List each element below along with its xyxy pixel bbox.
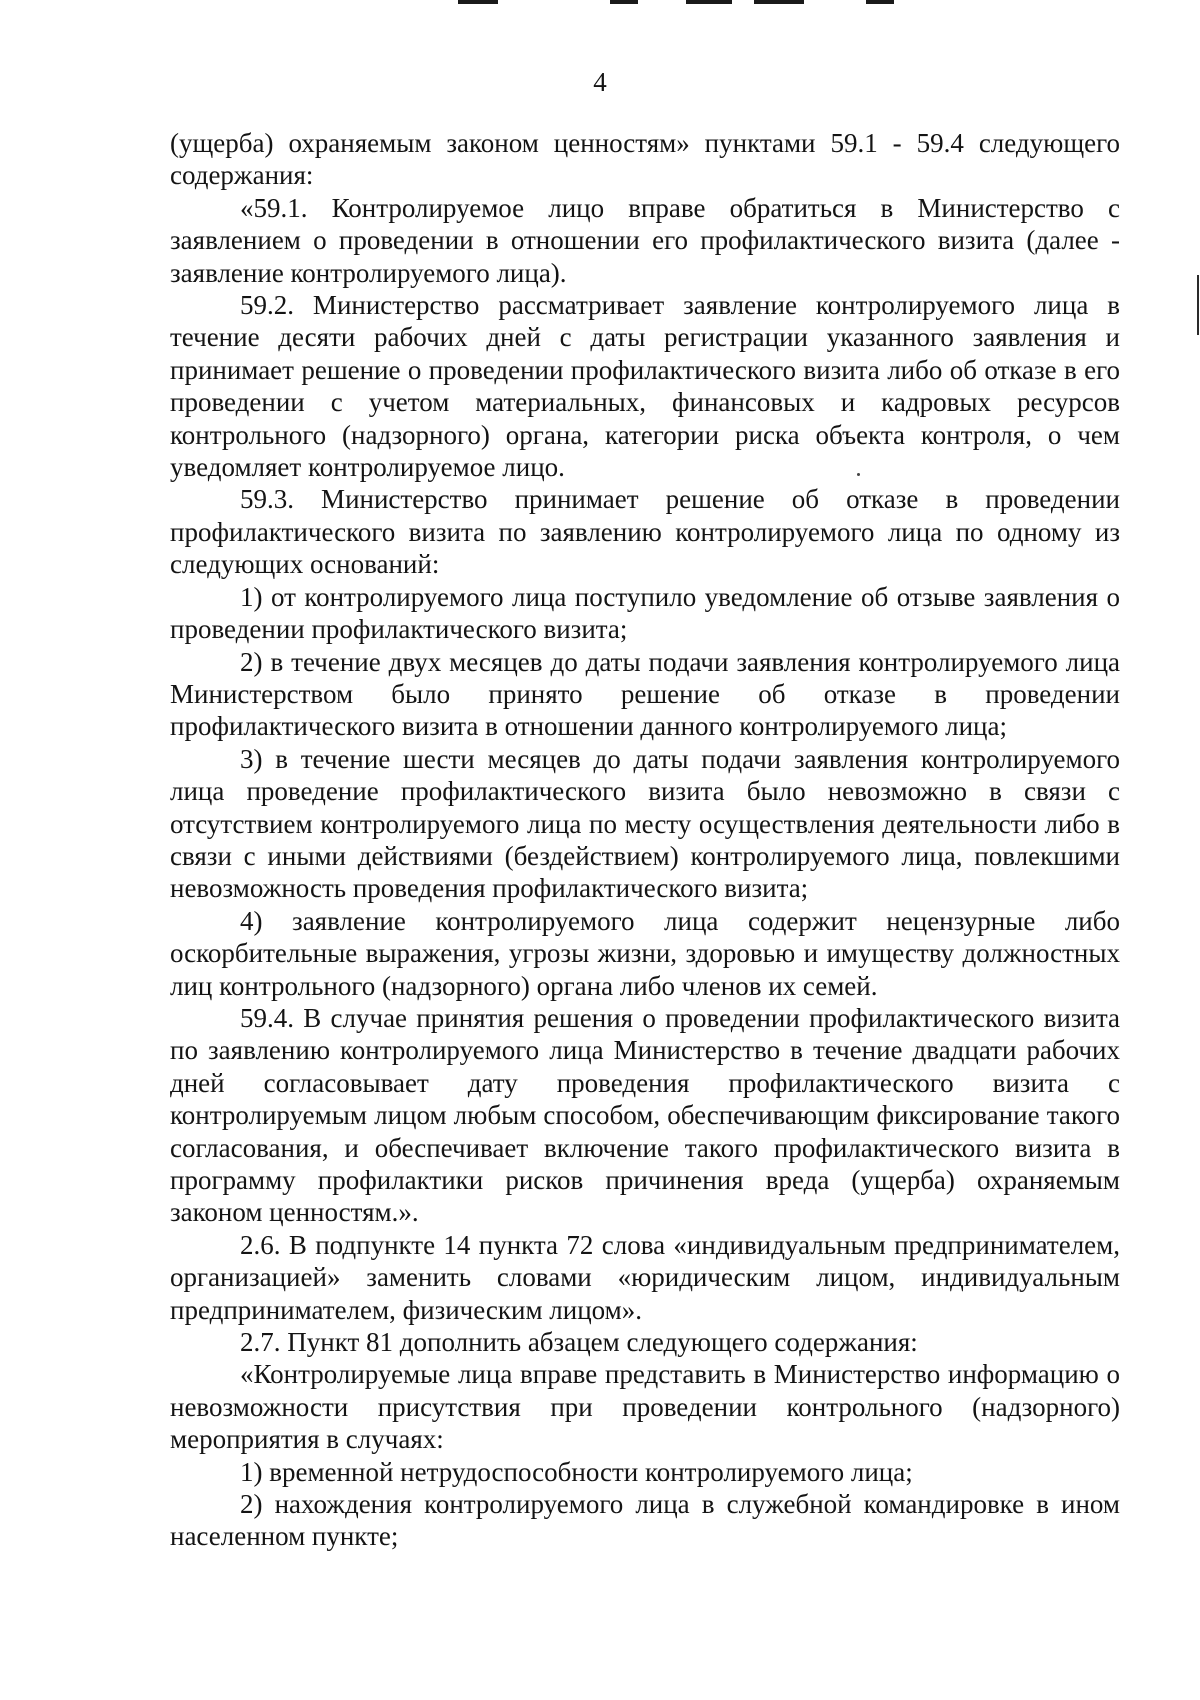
paragraph-2-6: 2.6. В подпункте 14 пункта 72 слова «индивидуальным предпринимателем, организацией» заменить словами «юридическим лицом, индивидуальным предпринимателем, физическим лицом». [170,1229,1120,1325]
list-item-1: 1) от контролируемого лица поступило уведомление об отзыве заявления о проведении профилактического визита; [170,581,1120,645]
scan-edge-marks [0,0,1200,8]
list-item-2: 2) в течение двух месяцев до даты подачи заявления контролируемого лица Министерством было принято решение об отказе в проведении профилактического визита в отношении данного контролируемого лица; [170,646,1120,742]
paragraph-2-7: 2.7. Пункт 81 дополнить абзацем следующего содержания: [240,1327,918,1358]
paragraph-59-2: 59.2. Министерство рассматривает заявление контролируемого лица в течение десяти рабочих дней с даты регистрации указанного заявления и принимает решение о проведении профилактического визита либо об отказе в его проведении с учетом материальных, финансовых и кадровых ресурсов контрольного (надзорного) органа, категории риска объекта контроля, о чем уведомляет контролируемое лицо. [170,290,1120,483]
case-item-2: 2) нахождения контролируемого лица в служебной командировке в ином населенном пункте; [170,1489,1120,1552]
quoted-paragraph: «Контролируемые лица вправе представить в Министерство информацию о невозможности присутствия при проведении контрольного (надзорного) мероприятия в случаях: [170,1359,1120,1455]
paragraph-59-4: 59.4. В случае принятия решения о проведении профилактического визита по заявлению контролируемого лица Министерство в течение двадцати рабочих дней согласовывает дату проведения профилактического визита с контролируемым лицом любым способом, обеспечивающим фиксирование такого согласования, и обеспечивает включение такого профилактического визита в программу профилактики рисков причинения вреда (ущерба) охраняемым законом ценностям.». [170,1002,1120,1228]
document-body [170,127,1120,1553]
paragraph-59-3: 59.3. Министерство принимает решение об отказе в проведении профилактического визита по заявлению контролируемого лица по одному из следующих оснований: [170,484,1120,580]
paragraph: (ущерба) охраняемым законом ценностям» пунктами 59.1 - 59.4 следующего содержания: [170,128,1120,191]
paragraph-59-1: «59.1. Контролируемое лицо вправе обратиться в Министерство с заявлением о проведении в отношении его профилактического визита (далее - заявление контролируемого лица). [170,192,1120,288]
scan-speck [857,473,860,476]
list-item-3: 3) в течение шести месяцев до даты подачи заявления контролируемого лица проведение профилактического визита было невозможно в связи с отсутствием контролируемого лица по месту осуществления деятельности либо в связи с иными действиями (бездействием) контролируемого лица, повлекшими невозможность проведения профилактического визита; [170,743,1120,904]
page-number: 4 [593,67,607,97]
list-item-4: 4) заявление контролируемого лица содержит нецензурные либо оскорбительные выражения, угрозы жизни, здоровью и имуществу должностных лиц контрольного (надзорного) органа либо членов их семей. [170,905,1120,1001]
scan-edge-line [1197,275,1199,335]
case-item-1: 1) временной нетрудоспособности контролируемого лица; [240,1456,913,1487]
